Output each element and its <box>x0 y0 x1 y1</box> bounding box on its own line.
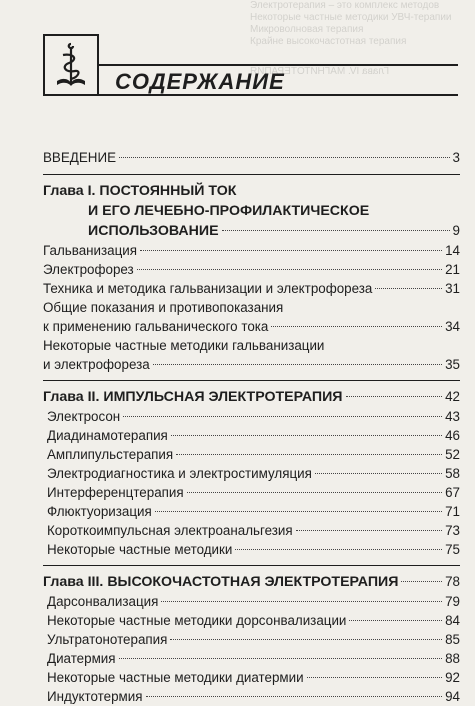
chapter-3-heading[interactable] <box>43 572 460 592</box>
leader-dots <box>146 696 443 697</box>
bleed-line: Микроволновая терапия <box>250 24 364 35</box>
toc-item[interactable] <box>43 649 460 668</box>
toc-page: 14 <box>445 243 460 258</box>
toc-label: Дарсонвализация <box>47 594 159 609</box>
bleed-line: Глава IV. МАГНИТОТЕРАПИЯ <box>250 66 390 77</box>
toc-label: Диадинамотерапия <box>47 428 168 443</box>
toc-page: 52 <box>445 447 460 462</box>
table-of-contents <box>43 148 460 706</box>
toc-page: 75 <box>445 542 460 557</box>
toc-page: 21 <box>445 262 460 277</box>
toc-page: 43 <box>445 409 460 424</box>
toc-item[interactable] <box>43 445 460 464</box>
toc-item[interactable] <box>43 426 460 445</box>
toc-page: 46 <box>445 428 460 443</box>
leader-dots <box>187 492 442 493</box>
leader-dots <box>119 157 450 158</box>
leader-dots <box>153 364 442 365</box>
bleed-line: Электротерапия – это комплекс методов <box>250 0 440 11</box>
leader-dots <box>155 511 442 512</box>
toc-page: 73 <box>445 523 460 538</box>
toc-page: 3 <box>452 150 460 165</box>
toc-item[interactable] <box>43 260 460 279</box>
leader-dots <box>235 549 442 550</box>
leader-dots <box>140 250 442 251</box>
logo <box>43 34 99 96</box>
toc-page: 34 <box>445 319 460 334</box>
toc-item[interactable] <box>43 630 460 649</box>
toc-label: Амплипульстерапия <box>47 447 174 462</box>
leader-dots <box>119 658 443 659</box>
toc-page: 42 <box>445 389 460 404</box>
chapter-2-heading[interactable] <box>43 387 460 407</box>
toc-page: 84 <box>445 613 460 628</box>
toc-label: Ультратонотерапия <box>47 632 168 647</box>
toc-label: Короткоимпульсная электроанальгезия <box>47 523 293 538</box>
toc-label: ВВЕДЕНИЕ <box>43 150 117 165</box>
leader-dots <box>307 677 443 678</box>
toc-page: 31 <box>445 281 460 296</box>
chapter-1-title-line: И ЕГО ЛЕЧЕБНО-ПРОФИЛАКТИЧЕСКОЕ <box>88 203 370 219</box>
toc-label: Электрофорез <box>43 262 134 277</box>
chapter-1-heading[interactable] <box>43 221 460 241</box>
toc-page: 78 <box>445 574 460 589</box>
toc-item[interactable] <box>43 521 460 540</box>
toc-page: 92 <box>445 670 460 685</box>
page-header <box>43 34 458 102</box>
leader-dots <box>171 435 442 436</box>
bleed-line: Крайне высокочастотная терапия <box>250 36 407 47</box>
title-bar <box>99 64 458 96</box>
leader-dots <box>296 530 442 531</box>
leader-dots <box>137 269 442 270</box>
toc-item[interactable] <box>43 279 460 298</box>
toc-label: Гальванизация <box>43 243 138 258</box>
toc-label: Некоторые частные методики диатермии <box>47 670 304 685</box>
toc-label: Флюктуоризация <box>47 504 152 519</box>
toc-page: 85 <box>445 632 460 647</box>
toc-page: 35 <box>445 357 460 372</box>
toc-page: 79 <box>445 594 460 609</box>
caduceus-book-icon <box>51 41 91 89</box>
toc-label: Диатермия <box>47 651 116 666</box>
toc-label: и электрофореза <box>43 357 150 372</box>
toc-page: 9 <box>452 223 460 238</box>
toc-item[interactable] <box>43 592 460 611</box>
leader-dots <box>346 396 443 397</box>
toc-label: Некоторые частные методики дорсонвализации <box>47 613 347 628</box>
leader-dots <box>222 230 450 231</box>
chapter-1-title-line: Глава I. ПОСТОЯННЫЙ ТОК <box>43 183 237 199</box>
toc-item[interactable] <box>43 241 460 260</box>
toc-label: Интерференцтерапия <box>47 485 184 500</box>
bleed-line: Некоторые частные методики УВЧ-терапии <box>250 12 452 23</box>
leader-dots <box>271 326 442 327</box>
toc-label: Индуктотермия <box>47 689 143 704</box>
chapter-3-title: Глава III. ВЫСОКОЧАСТОТНАЯ ЭЛЕКТРОТЕРАПИЯ <box>43 574 399 590</box>
divider <box>43 380 460 381</box>
toc-item[interactable] <box>43 355 460 374</box>
toc-item[interactable] <box>43 464 460 483</box>
toc-item[interactable] <box>43 668 460 687</box>
toc-page: 67 <box>445 485 460 500</box>
toc-item[interactable] <box>43 687 460 706</box>
divider <box>43 174 460 175</box>
toc-intro[interactable] <box>43 148 460 167</box>
toc-item[interactable] <box>43 317 460 336</box>
toc-page: 88 <box>445 651 460 666</box>
toc-item-line: Общие показания и противопоказания <box>43 300 284 315</box>
leader-dots <box>176 454 442 455</box>
toc-page: 94 <box>445 689 460 704</box>
toc-item[interactable] <box>43 407 460 426</box>
divider <box>43 565 460 566</box>
leader-dots <box>315 473 442 474</box>
leader-dots <box>123 416 442 417</box>
chapter-1-title-line: ИСПОЛЬЗОВАНИЕ <box>88 223 219 239</box>
toc-label: Электродиагностика и электростимуляция <box>47 466 312 481</box>
toc-item[interactable] <box>43 540 460 559</box>
toc-page: 58 <box>445 466 460 481</box>
toc-item[interactable] <box>43 611 460 630</box>
toc-label: Электросон <box>47 409 121 424</box>
leader-dots <box>349 620 442 621</box>
toc-page: 71 <box>445 504 460 519</box>
leader-dots <box>170 639 442 640</box>
toc-label: Некоторые частные методики <box>47 542 233 557</box>
leader-dots <box>401 581 442 582</box>
leader-dots <box>375 288 442 289</box>
toc-item-line: Некоторые частные методики гальванизации <box>43 338 325 353</box>
toc-item[interactable] <box>43 502 460 521</box>
chapter-2-title: Глава II. ИМПУЛЬСНАЯ ЭЛЕКТРОТЕРАПИЯ <box>43 389 343 405</box>
page-title: СОДЕРЖАНИЕ <box>115 69 285 94</box>
toc-label: Техника и методика гальванизации и электрофореза <box>43 281 373 296</box>
toc-label: к применению гальванического тока <box>43 319 269 334</box>
toc-item[interactable] <box>43 483 460 502</box>
leader-dots <box>161 601 442 602</box>
